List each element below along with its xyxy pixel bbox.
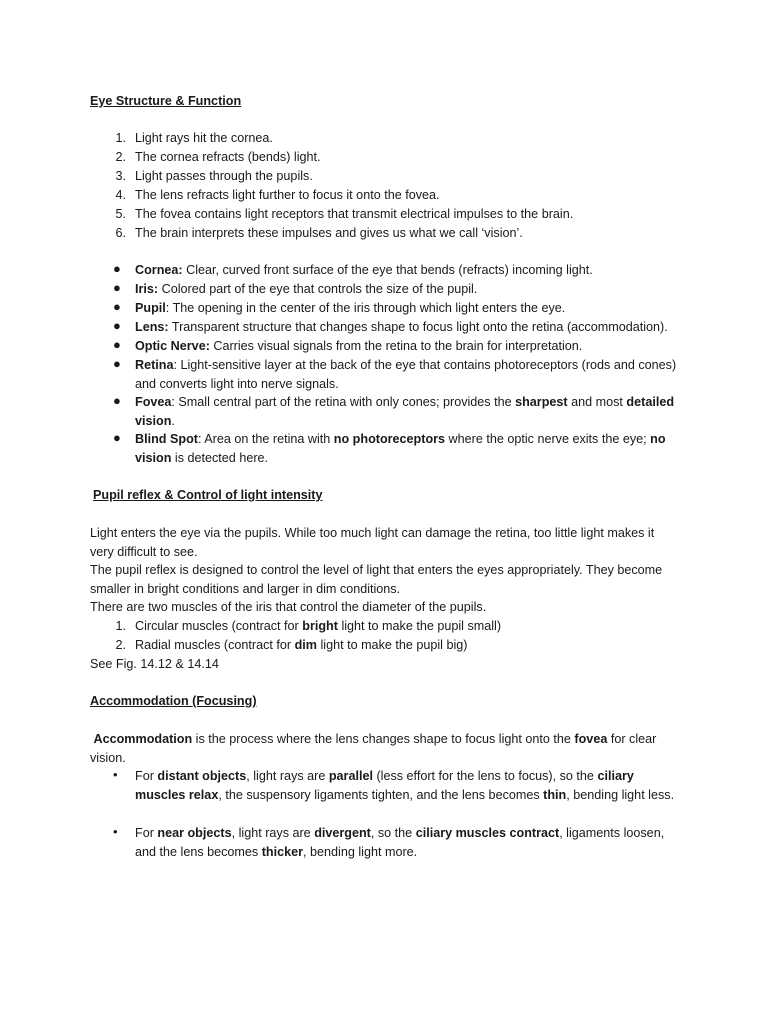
bullet-icon: ● bbox=[113, 430, 121, 445]
section-heading-pupil-reflex: Pupil reflex & Control of light intensity bbox=[93, 488, 323, 502]
list-item-text: Lens: Transparent structure that changes shape to focus light onto the retina (accommodation). bbox=[135, 320, 668, 334]
bullet-icon: • bbox=[113, 767, 118, 782]
list-number: 1. bbox=[115, 131, 126, 145]
list-number: 5. bbox=[115, 207, 126, 221]
list-item-text: The brain interprets these impulses and gives us what we call ‘vision’. bbox=[135, 226, 523, 240]
list-item-text: Fovea: Small central part of the retina with only cones; provides the sharpest and most detailed vision. bbox=[135, 395, 675, 428]
term: Pupil bbox=[135, 301, 166, 315]
list-number: 1. bbox=[115, 619, 126, 633]
bullet-icon: ● bbox=[113, 299, 121, 314]
bullet-icon: ● bbox=[113, 356, 121, 371]
bullet-icon: ● bbox=[113, 280, 121, 295]
section-heading-accommodation: Accommodation (Focusing) bbox=[90, 694, 257, 708]
paragraph: Light enters the eye via the pupils. While too much light can damage the retina, too little light makes it very difficult to see. bbox=[90, 526, 655, 559]
figure-reference: See Fig. 14.12 & 14.14 bbox=[90, 657, 219, 671]
list-item-text: Blind Spot: Area on the retina with no photoreceptors where the optic nerve exits the eye; no vision is detected here. bbox=[135, 432, 666, 465]
list-item-text: The lens refracts light further to focus it onto the fovea. bbox=[135, 188, 440, 202]
list-item-text: For distant objects, light rays are parallel (less effort for the lens to focus), so the ciliary muscles relax, the suspensory ligaments tighten, and the lens becomes thin, bending light less. bbox=[135, 769, 675, 802]
list-number: 2. bbox=[115, 638, 126, 652]
list-number: 4. bbox=[115, 188, 126, 202]
list-item-text: Cornea: Clear, curved front surface of the eye that bends (refracts) incoming light. bbox=[135, 263, 593, 277]
list-item-text: The cornea refracts (bends) light. bbox=[135, 150, 321, 164]
list-number: 3. bbox=[115, 169, 126, 183]
list-number: 2. bbox=[115, 150, 126, 164]
term: Retina bbox=[135, 358, 174, 372]
list-item-text: Light passes through the pupils. bbox=[135, 169, 313, 183]
term: Cornea: bbox=[135, 263, 183, 277]
bullet-icon: • bbox=[113, 824, 118, 839]
paragraph: Accommodation is the process where the lens changes shape to focus light onto the fovea for clear vision. bbox=[90, 732, 657, 765]
bullet-icon: ● bbox=[113, 337, 121, 352]
list-item-text: The fovea contains light receptors that transmit electrical impulses to the brain. bbox=[135, 207, 574, 221]
list-item-text: Radial muscles (contract for dim light to make the pupil big) bbox=[135, 638, 468, 652]
term: Optic Nerve: bbox=[135, 339, 210, 353]
bullet-icon: ● bbox=[113, 318, 121, 333]
bullet-icon: ● bbox=[113, 393, 121, 408]
list-item-text: Circular muscles (contract for bright light to make the pupil small) bbox=[135, 619, 502, 633]
term: Iris: bbox=[135, 282, 159, 296]
list-item-text: Light rays hit the cornea. bbox=[135, 131, 273, 145]
term: Blind Spot bbox=[135, 432, 198, 446]
list-item-text: Retina: Light-sensitive layer at the back of the eye that contains photoreceptors (rods and cones) and converts light into nerve signals. bbox=[135, 358, 677, 391]
section-heading-eye-structure: Eye Structure & Function bbox=[90, 94, 242, 108]
list-number: 6. bbox=[115, 226, 126, 240]
list-item-text: For near objects, light rays are divergent, so the ciliary muscles contract, ligaments loosen, and the lens becomes thicker, bending light more. bbox=[135, 826, 665, 859]
term: Lens: bbox=[135, 320, 169, 334]
list-item-text: Pupil: The opening in the center of the iris through which light enters the eye. bbox=[135, 301, 566, 315]
list-item-text: Iris: Colored part of the eye that controls the size of the pupil. bbox=[135, 282, 478, 296]
bullet-icon: ● bbox=[113, 261, 121, 276]
term: Fovea bbox=[135, 395, 172, 409]
paragraph: There are two muscles of the iris that control the diameter of the pupils. bbox=[90, 600, 487, 614]
paragraph: The pupil reflex is designed to control the level of light that enters the eyes appropriately. They become smaller in bright conditions and larger in dim conditions. bbox=[90, 563, 663, 596]
list-item-text: Optic Nerve: Carries visual signals from the retina to the brain for interpretation. bbox=[135, 339, 583, 353]
